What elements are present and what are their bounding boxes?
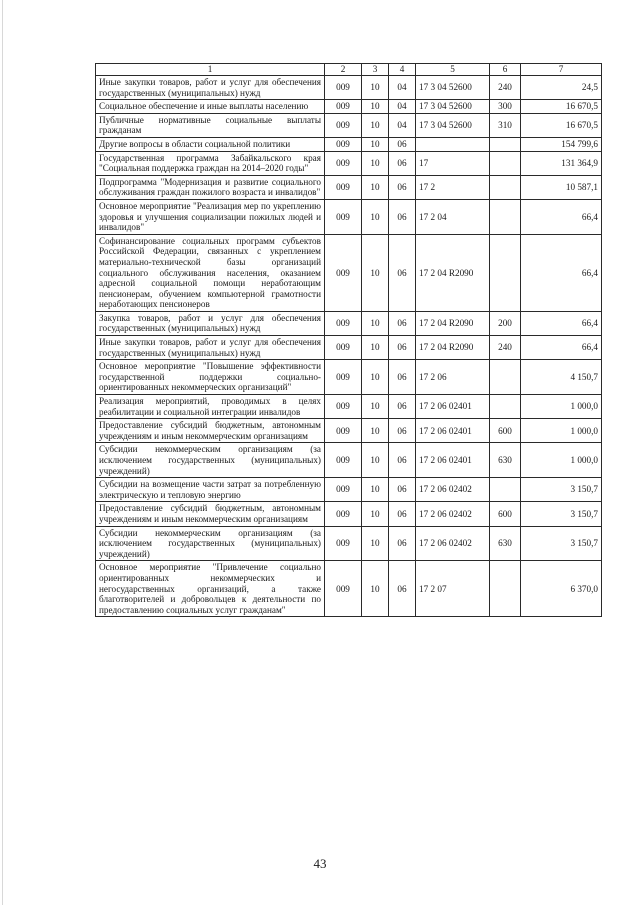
row-expense-type-cell bbox=[490, 478, 521, 502]
row-target-article-cell: 17 bbox=[416, 151, 490, 175]
table-row bbox=[96, 443, 602, 478]
row-name-cell: Другие вопросы в области социальной политики bbox=[96, 137, 325, 151]
row-expense-type-cell bbox=[490, 234, 521, 311]
row-expense-type-cell: 240 bbox=[490, 76, 521, 100]
row-section-cell: 10 bbox=[362, 526, 389, 561]
table-row bbox=[96, 478, 602, 502]
row-subsection-cell: 06 bbox=[389, 419, 416, 443]
row-name-cell: Софинансирование социальных программ субъектов Российской Федерации, связанных с укреплением материально-технической базы организаций социального обслуживания населения, оказанием адресной социальной помощи неработающим пенсионерам, обучением компьютерной грамотности неработающих пенсионеров bbox=[96, 234, 325, 311]
row-subsection-cell: 06 bbox=[389, 234, 416, 311]
row-amount-cell: 10 587,1 bbox=[521, 175, 602, 199]
table-row bbox=[96, 336, 602, 360]
header-col-7: 7 bbox=[521, 64, 602, 76]
row-subsection-cell: 06 bbox=[389, 443, 416, 478]
table-row bbox=[96, 137, 602, 151]
row-target-article-cell: 17 3 04 52600 bbox=[416, 100, 490, 114]
row-expense-type-cell: 600 bbox=[490, 502, 521, 526]
table-row bbox=[96, 76, 602, 100]
row-name-cell: Предоставление субсидий бюджетным, автономным учреждениям и иным некоммерческим организациям bbox=[96, 502, 325, 526]
row-section-cell: 10 bbox=[362, 199, 389, 234]
row-section-cell: 10 bbox=[362, 234, 389, 311]
row-name-cell: Основное мероприятие "Привлечение социально ориентированных некоммерческих и негосударственных организаций, а также благотворителей и добровольцев к деятельности по предоставлению социальных услуг гражданам" bbox=[96, 561, 325, 617]
row-section-cell: 10 bbox=[362, 478, 389, 502]
row-name-cell: Субсидии некоммерческим организациям (за исключением государственных (муниципальных) учреждений) bbox=[96, 443, 325, 478]
row-expense-type-cell: 200 bbox=[490, 311, 521, 335]
row-amount-cell: 3 150,7 bbox=[521, 478, 602, 502]
row-target-article-cell: 17 2 06 02402 bbox=[416, 526, 490, 561]
row-ministry-code-cell: 009 bbox=[325, 443, 362, 478]
row-subsection-cell: 06 bbox=[389, 502, 416, 526]
row-ministry-code-cell: 009 bbox=[325, 395, 362, 419]
row-ministry-code-cell: 009 bbox=[325, 76, 362, 100]
row-subsection-cell: 06 bbox=[389, 199, 416, 234]
row-name-cell: Предоставление субсидий бюджетным, автономным учреждениям и иным некоммерческим организациям bbox=[96, 419, 325, 443]
header-col-6: 6 bbox=[490, 64, 521, 76]
row-subsection-cell: 06 bbox=[389, 395, 416, 419]
row-ministry-code-cell: 009 bbox=[325, 137, 362, 151]
row-amount-cell: 154 799,6 bbox=[521, 137, 602, 151]
row-name-cell: Реализация мероприятий, проводимых в целях реабилитации и социальной интеграции инвалидов bbox=[96, 395, 325, 419]
row-target-article-cell: 17 2 04 R2090 bbox=[416, 336, 490, 360]
row-name-cell: Иные закупки товаров, работ и услуг для обеспечения государственных (муниципальных) нужд bbox=[96, 336, 325, 360]
table-body bbox=[96, 76, 602, 617]
row-name-cell: Закупка товаров, работ и услуг для обеспечения государственных (муниципальных) нужд bbox=[96, 311, 325, 335]
page-edge bbox=[2, 0, 3, 905]
row-ministry-code-cell: 009 bbox=[325, 419, 362, 443]
row-expense-type-cell bbox=[490, 360, 521, 395]
table-row bbox=[96, 175, 602, 199]
row-ministry-code-cell: 009 bbox=[325, 478, 362, 502]
row-subsection-cell: 06 bbox=[389, 311, 416, 335]
row-expense-type-cell: 630 bbox=[490, 526, 521, 561]
row-target-article-cell: 17 2 04 bbox=[416, 199, 490, 234]
page-number: 43 bbox=[313, 856, 327, 871]
row-target-article-cell: 17 2 06 02401 bbox=[416, 419, 490, 443]
row-ministry-code-cell: 009 bbox=[325, 175, 362, 199]
row-amount-cell: 4 150,7 bbox=[521, 360, 602, 395]
row-subsection-cell: 04 bbox=[389, 100, 416, 114]
row-ministry-code-cell: 009 bbox=[325, 199, 362, 234]
row-section-cell: 10 bbox=[362, 336, 389, 360]
row-section-cell: 10 bbox=[362, 175, 389, 199]
row-ministry-code-cell: 009 bbox=[325, 151, 362, 175]
row-subsection-cell: 06 bbox=[389, 478, 416, 502]
row-amount-cell: 66,4 bbox=[521, 311, 602, 335]
row-amount-cell: 66,4 bbox=[521, 199, 602, 234]
row-section-cell: 10 bbox=[362, 502, 389, 526]
table-row bbox=[96, 395, 602, 419]
row-amount-cell: 3 150,7 bbox=[521, 526, 602, 561]
header-col-1: 1 bbox=[96, 64, 325, 76]
row-ministry-code-cell: 009 bbox=[325, 502, 362, 526]
row-amount-cell: 1 000,0 bbox=[521, 395, 602, 419]
row-target-article-cell: 17 2 bbox=[416, 175, 490, 199]
row-section-cell: 10 bbox=[362, 151, 389, 175]
row-target-article-cell: 17 2 06 02401 bbox=[416, 443, 490, 478]
header-col-3: 3 bbox=[362, 64, 389, 76]
row-name-cell: Субсидии некоммерческим организациям (за исключением государственных (муниципальных) учреждений) bbox=[96, 526, 325, 561]
row-amount-cell: 16 670,5 bbox=[521, 100, 602, 114]
budget-table bbox=[95, 63, 602, 617]
row-amount-cell: 1 000,0 bbox=[521, 419, 602, 443]
row-amount-cell: 6 370,0 bbox=[521, 561, 602, 617]
table-row bbox=[96, 100, 602, 114]
header-col-2: 2 bbox=[325, 64, 362, 76]
row-ministry-code-cell: 009 bbox=[325, 100, 362, 114]
row-subsection-cell: 06 bbox=[389, 360, 416, 395]
row-amount-cell: 24,5 bbox=[521, 76, 602, 100]
row-section-cell: 10 bbox=[362, 419, 389, 443]
table-row bbox=[96, 360, 602, 395]
row-subsection-cell: 06 bbox=[389, 137, 416, 151]
row-amount-cell: 3 150,7 bbox=[521, 502, 602, 526]
row-section-cell: 10 bbox=[362, 137, 389, 151]
table-row bbox=[96, 234, 602, 311]
row-expense-type-cell bbox=[490, 175, 521, 199]
row-section-cell: 10 bbox=[362, 113, 389, 137]
header-row bbox=[96, 64, 602, 76]
row-ministry-code-cell: 009 bbox=[325, 336, 362, 360]
row-expense-type-cell bbox=[490, 561, 521, 617]
row-expense-type-cell bbox=[490, 199, 521, 234]
row-subsection-cell: 04 bbox=[389, 76, 416, 100]
row-expense-type-cell: 630 bbox=[490, 443, 521, 478]
table-row bbox=[96, 311, 602, 335]
row-section-cell: 10 bbox=[362, 561, 389, 617]
row-name-cell: Иные закупки товаров, работ и услуг для обеспечения государственных (муниципальных) нужд bbox=[96, 76, 325, 100]
row-ministry-code-cell: 009 bbox=[325, 311, 362, 335]
row-section-cell: 10 bbox=[362, 311, 389, 335]
row-target-article-cell: 17 2 06 bbox=[416, 360, 490, 395]
row-target-article-cell: 17 2 04 R2090 bbox=[416, 234, 490, 311]
row-section-cell: 10 bbox=[362, 100, 389, 114]
row-expense-type-cell bbox=[490, 151, 521, 175]
row-ministry-code-cell: 009 bbox=[325, 526, 362, 561]
row-target-article-cell: 17 2 04 R2090 bbox=[416, 311, 490, 335]
row-amount-cell: 1 000,0 bbox=[521, 443, 602, 478]
row-ministry-code-cell: 009 bbox=[325, 360, 362, 395]
row-section-cell: 10 bbox=[362, 443, 389, 478]
row-section-cell: 10 bbox=[362, 360, 389, 395]
row-target-article-cell: 17 3 04 52600 bbox=[416, 113, 490, 137]
header-col-5: 5 bbox=[416, 64, 490, 76]
row-name-cell: Основное мероприятие "Повышение эффективности государственной поддержки социально-ориентированных некоммерческих организаций" bbox=[96, 360, 325, 395]
row-amount-cell: 16 670,5 bbox=[521, 113, 602, 137]
row-target-article-cell: 17 2 06 02401 bbox=[416, 395, 490, 419]
row-amount-cell: 66,4 bbox=[521, 234, 602, 311]
row-subsection-cell: 06 bbox=[389, 336, 416, 360]
table-row bbox=[96, 502, 602, 526]
row-name-cell: Публичные нормативные социальные выплаты гражданам bbox=[96, 113, 325, 137]
table-row bbox=[96, 419, 602, 443]
row-target-article-cell: 17 2 06 02402 bbox=[416, 502, 490, 526]
row-subsection-cell: 04 bbox=[389, 113, 416, 137]
table-row bbox=[96, 561, 602, 617]
row-subsection-cell: 06 bbox=[389, 151, 416, 175]
table-row bbox=[96, 199, 602, 234]
row-section-cell: 10 bbox=[362, 76, 389, 100]
row-amount-cell: 131 364,9 bbox=[521, 151, 602, 175]
row-target-article-cell bbox=[416, 137, 490, 151]
row-ministry-code-cell: 009 bbox=[325, 113, 362, 137]
row-target-article-cell: 17 2 07 bbox=[416, 561, 490, 617]
row-amount-cell: 66,4 bbox=[521, 336, 602, 360]
row-name-cell: Субсидии на возмещение части затрат за потребленную электрическую и тепловую энергию bbox=[96, 478, 325, 502]
table-row bbox=[96, 113, 602, 137]
row-target-article-cell: 17 2 06 02402 bbox=[416, 478, 490, 502]
row-name-cell: Основное мероприятие "Реализация мер по укреплению здоровья и улучшения социализации пожилых людей и инвалидов" bbox=[96, 199, 325, 234]
table-row bbox=[96, 151, 602, 175]
row-subsection-cell: 06 bbox=[389, 175, 416, 199]
row-ministry-code-cell: 009 bbox=[325, 234, 362, 311]
row-name-cell: Государственная программа Забайкальского края "Социальная поддержка граждан на 2014–2020 годы" bbox=[96, 151, 325, 175]
row-expense-type-cell bbox=[490, 395, 521, 419]
row-expense-type-cell: 600 bbox=[490, 419, 521, 443]
row-target-article-cell: 17 3 04 52600 bbox=[416, 76, 490, 100]
row-name-cell: Подпрограмма "Модернизация и развитие социального обслуживания граждан пожилого возраста и инвалидов" bbox=[96, 175, 325, 199]
row-expense-type-cell: 310 bbox=[490, 113, 521, 137]
header-col-4: 4 bbox=[389, 64, 416, 76]
row-expense-type-cell bbox=[490, 137, 521, 151]
row-subsection-cell: 06 bbox=[389, 561, 416, 617]
row-subsection-cell: 06 bbox=[389, 526, 416, 561]
row-expense-type-cell: 240 bbox=[490, 336, 521, 360]
row-name-cell: Социальное обеспечение и иные выплаты населению bbox=[96, 100, 325, 114]
table-row bbox=[96, 526, 602, 561]
row-ministry-code-cell: 009 bbox=[325, 561, 362, 617]
row-expense-type-cell: 300 bbox=[490, 100, 521, 114]
row-section-cell: 10 bbox=[362, 395, 389, 419]
